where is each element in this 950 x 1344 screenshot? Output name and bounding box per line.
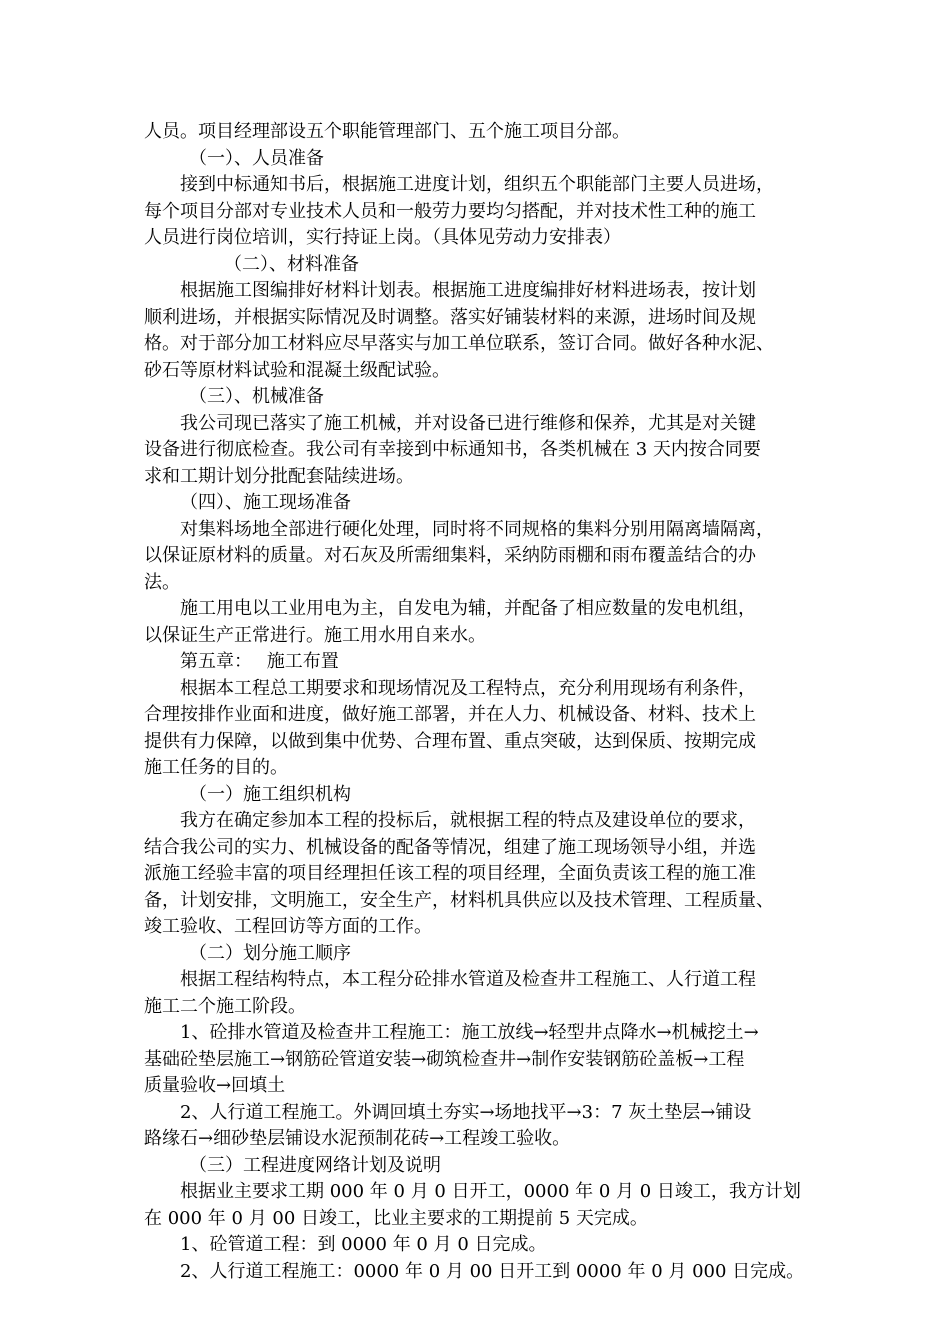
paragraph-line: 派施工经验丰富的项目经理担任该工程的项目经理，全面负责该工程的施工准: [144, 863, 756, 884]
paragraph-line: 接到中标通知书后，根据施工进度计划，组织五个职能部门主要人员进场，: [180, 174, 774, 195]
paragraph-line: 2、人行道工程施工：0000 年 0 月 00 日开工到 0000 年 0 月 000 日完成。: [180, 1260, 805, 1282]
paragraph-line: 在 000 年 0 月 00 日竣工，比业主要求的工期提前 5 天完成。: [144, 1207, 648, 1229]
paragraph-line: 每个项目分部对专业技术人员和一般劳力要均匀搭配，并对技术性工种的施工: [144, 200, 756, 222]
paragraph-line: 以保证原材料的质量。对石灰及所需细集料，采纳防雨棚和雨布覆盖结合的办: [144, 545, 756, 566]
paragraph-line: 根据工程结构特点，本工程分砼排水管道及检查井工程施工、人行道工程: [180, 969, 756, 990]
section-heading: （四）、施工现场准备: [180, 492, 351, 513]
paragraph-line: 我公司现已落实了施工机械，并对设备已进行维修和保养，尤其是对关键: [180, 412, 756, 434]
paragraph-line: 根据本工程总工期要求和现场情况及工程特点，充分利用现场有利条件，: [180, 677, 756, 699]
paragraph-line: 人员。项目经理部设五个职能管理部门、五个施工项目分部。: [144, 121, 630, 142]
paragraph-line: 设备进行彻底检查。我公司有幸接到中标通知书，各类机械在 3 天内按合同要: [144, 439, 761, 460]
section-heading: （三）工程进度网络计划及说明: [189, 1154, 441, 1176]
paragraph-line: 施工用电以工业用电为主，自发电为辅，并配备了相应数量的发电机组，: [180, 598, 756, 619]
paragraph-line: 根据施工图编排好材料计划表。根据施工进度编排好材料进场表，按计划: [180, 280, 756, 301]
paragraph-line: 1、砼排水管道及检查井工程施工：施工放线→轻型井点降水→机械挖土→: [180, 1022, 759, 1043]
paragraph-line: 质量验收→回填土: [144, 1075, 286, 1096]
paragraph-line: 合理按排作业面和进度，做好施工部署，并在人力、机械设备、材料、技术上: [144, 704, 756, 725]
paragraph-line: 竣工验收、工程回访等方面的工作。: [144, 916, 432, 937]
paragraph-line: 备，计划安排，文明施工，安全生产，材料机具供应以及技术管理、工程质量、: [144, 889, 774, 911]
paragraph-line: 根据业主要求工期 000 年 0 月 0 日开工，0000 年 0 月 0 日竣工，我方计划: [180, 1181, 801, 1202]
paragraph-line: 求和工期计划分批配套陆续进场。: [144, 465, 414, 487]
paragraph-line: 以保证生产正常进行。施工用水用自来水。: [144, 624, 486, 646]
paragraph-line: 结合我公司的实力、机械设备的配备等情况，组建了施工现场领导小组，并选: [144, 836, 756, 858]
section-heading: （一）施工组织机构: [189, 783, 351, 805]
section-heading: （二）、材料准备: [224, 253, 359, 275]
paragraph-line: 施工二个施工阶段。: [144, 995, 306, 1017]
section-heading: （二）划分施工顺序: [189, 942, 351, 964]
paragraph-line: 施工任务的目的。: [144, 757, 288, 778]
paragraph-line: 基础砼垫层施工→钢筋砼管道安装→砌筑检查井→制作安装钢筋砼盖板→工程: [144, 1048, 745, 1070]
chapter-heading: 第五章： 施工布置: [180, 651, 339, 672]
paragraph-line: 法。: [144, 571, 180, 593]
paragraph-line: 1、砼管道工程：到 0000 年 0 月 0 日完成。: [180, 1234, 547, 1255]
document-body: [144, 119, 816, 1285]
section-heading: （一）、人员准备: [189, 147, 324, 169]
paragraph-line: 人员进行岗位培训，实行持证上岗。（具体见劳动力安排表）: [144, 227, 621, 248]
paragraph-line: 2、人行道工程施工。外调回填土夯实→场地找平→3：7 灰土垫层→铺设: [180, 1101, 752, 1123]
paragraph-line: 砂石等原材料试验和混凝土级配试验。: [144, 359, 450, 381]
paragraph-line: 对集料场地全部进行硬化处理，同时将不同规格的集料分别用隔离墙隔离，: [180, 518, 774, 540]
section-heading: （三）、机械准备: [189, 386, 324, 407]
paragraph-line: 顺利进场，并根据实际情况及时调整。落实好铺装材料的来源，进场时间及规: [144, 306, 756, 328]
paragraph-line: 我方在确定参加本工程的投标后，就根据工程的特点及建设单位的要求，: [180, 810, 756, 831]
paragraph-line: 路缘石→细砂垫层铺设水泥预制花砖→工程竣工验收。: [144, 1128, 571, 1149]
paragraph-line: 提供有力保障，以做到集中优势、合理布置、重点突破，达到保质、按期完成: [144, 730, 756, 752]
paragraph-line: 格。对于部分加工材料应尽早落实与加工单位联系，签订合同。做好各种水泥、: [144, 333, 774, 354]
